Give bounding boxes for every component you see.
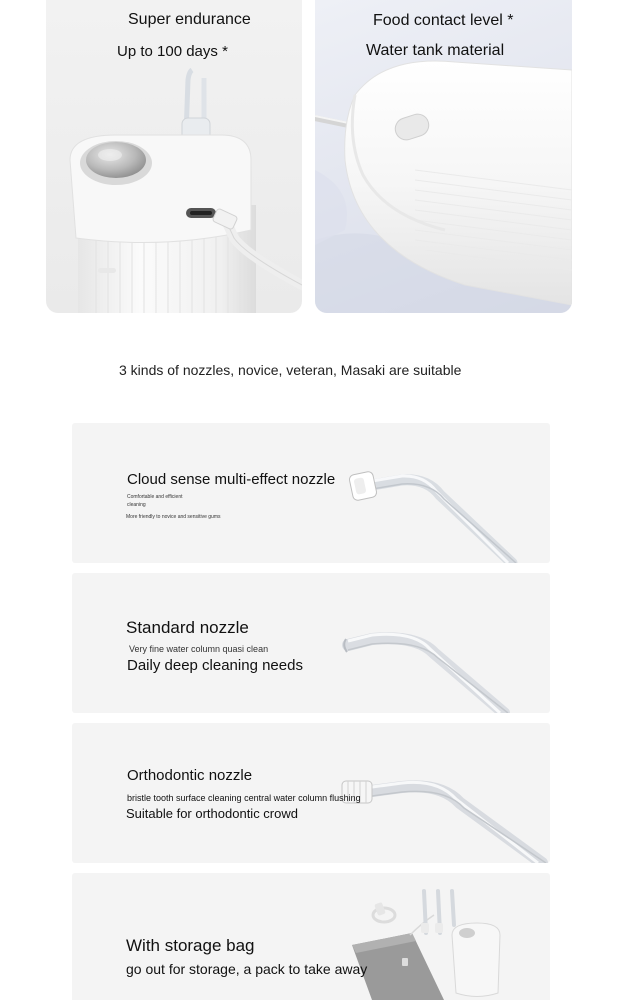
- accessory-card-storage-bag: [72, 873, 550, 1000]
- nozzle-detail: More friendly to novice and sensitive gums: [126, 514, 221, 520]
- nozzle-detail: cleaning: [127, 502, 146, 508]
- nozzle-description: Daily deep cleaning needs: [127, 657, 303, 674]
- nozzle-detail: Comfortable and efficient: [127, 494, 183, 500]
- nozzle-description: Suitable for orthodontic crowd: [126, 806, 298, 821]
- accessory-description: go out for storage, a pack to take away: [126, 961, 368, 977]
- nozzle-section-caption: 3 kinds of nozzles, novice, veteran, Masaki are suitable: [119, 362, 462, 378]
- cloud-sense-nozzle-image: [72, 423, 550, 563]
- feature-card-endurance: [46, 0, 302, 313]
- feature-card-food-grade: [315, 0, 572, 313]
- standard-nozzle-image: [72, 573, 550, 713]
- nozzle-card-orthodontic: [72, 723, 550, 863]
- nozzle-detail: bristle tooth surface cleaning central water column flushing: [127, 793, 361, 803]
- nozzle-title: Standard nozzle: [126, 618, 249, 637]
- nozzle-card-cloud-sense: [72, 423, 550, 563]
- nozzle-title: Cloud sense multi-effect nozzle: [127, 471, 336, 488]
- nozzle-detail: Very fine water column quasi clean: [129, 644, 269, 654]
- feature-title: Food contact level *: [373, 12, 514, 29]
- feature-subtitle: Up to 100 days *: [117, 43, 228, 60]
- accessory-title: With storage bag: [126, 936, 255, 955]
- nozzle-card-standard: [72, 573, 550, 713]
- feature-subtitle: Water tank material: [366, 42, 505, 59]
- feature-title: Super endurance: [128, 11, 251, 28]
- nozzle-title: Orthodontic nozzle: [127, 767, 253, 784]
